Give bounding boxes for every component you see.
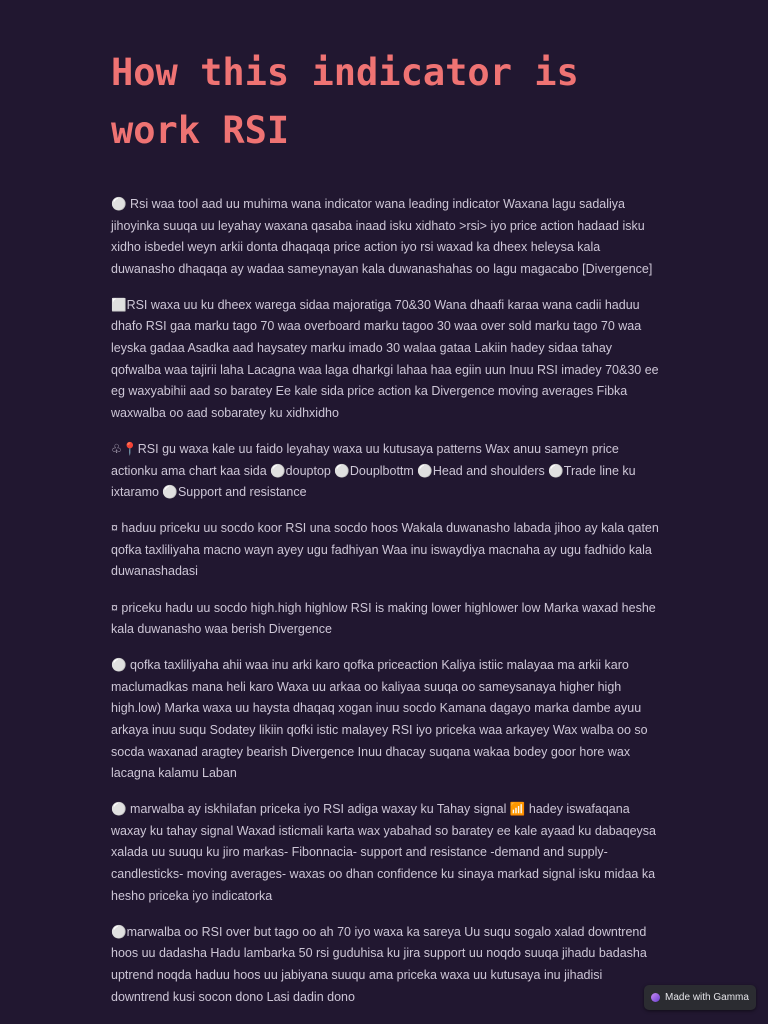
made-with-gamma-badge[interactable] xyxy=(644,985,756,1010)
paragraph-6: ⚪ qofka taxliliyaha ahii waa inu arki karo qofka priceaction Kaliya istiic malayaa ma arkii karo maclumadkas mana heli karo Waxa uu arkaa oo kaliyaa suuqa oo sameysanaya higher high high.low) Marka waxa uu haysta dhaqaq xogan inuu socdo Kamana dagayo marka dambe ayuu arkaya inuu suqu Sodatey likiin qofki istic malayey RSI iyo priceka waa arkayey Wax walba oo so socda waxanad aragtey bearish Divergence Inuu dhacay suqana wakaa bodey goor hore wax lacagna kalamu Laban xyxy=(111,658,648,781)
paragraph-8: ⚪marwalba oo RSI over but tago oo ah 70 iyo waxa ka sareya Uu suqu sogalo xalad downtrend hoos uu dadasha Hadu lambarka 50 rsi guduhisa ku jira support uu noqdo suuqa jihadu badasha uptrend noqda haduu hoos uu jabiyana suuqu ama priceka waxa uu kutusaya inu jihadisi downtrend kusi socon dono Lasi dadin dono xyxy=(111,924,647,1004)
paragraph-5: ¤ priceku hadu uu socdo high.high highlow RSI is making lower highlower low Marka waxad heshe kala duwanasho waa berish Divergence xyxy=(111,600,656,637)
paragraph-4: ¤ haduu priceku uu socdo koor RSI una socdo hoos Wakala duwanasho labada jihoo ay kala qaten qofka taxliliyaha macno wayn ayey ugu fadhiyan Waa inu iswaydiya macnaha ay ugu fadhido kala duwanashadasi xyxy=(111,521,659,579)
paragraph-list xyxy=(111,194,661,1008)
badge-label: Made with Gamma xyxy=(665,992,749,1003)
gamma-logo-icon xyxy=(651,993,660,1002)
paragraph-1: ⚪ Rsi waa tool aad uu muhima wana indicator wana leading indicator Waxana lagu sadaliya jihoyinka suuqa uu leyahay waxana qasaba inaad isku xidhato >rsi> iyo price action hadaad isku xidho isbedel weyn arkii donta dhaqaqa price action iyo rsi waxad ka dheex heleysa kala duwanasho dhaqaqa ay wadaa sameynayan kala duwanashahas oo lagu magacabo [Divergence] xyxy=(111,197,653,276)
paragraph-3: ♧📍RSI gu waxa kale uu faido leyahay waxa uu kutusaya patterns Wax anuu sameyn price actionku ama chart kaa sida ⚪douptop ⚪Douplbottm ⚪Head and shoulders ⚪Trade line ku ixtaramo ⚪Support and resistance xyxy=(111,441,636,500)
paragraph-7: ⚪ marwalba ay iskhilafan priceka iyo RSI adiga waxay ku Tahay signal 📶 hadey iswafaqana waxay ku tahay signal Waxad isticmali karta wax yabahad so baratey ee kale ayaad ku dabaqeysa xalada uu suuqu ku jiro markas- Fibonnacia- support and resistance -demand and supply- candlesticks- moving averages- waxas oo dhan confidence ku sinaya markad signal isku midaa ka hesho priceka iyo indicatorka xyxy=(111,802,656,903)
paragraph-2: ⬜RSI waxa uu ku dheex warega sidaa majoratiga 70&30 Wana dhaafi karaa wana cadii haduu dhafo RSI gaa marku tago 70 waa overboard marku tagoo 30 waa over sold marku tago 70 waa leyska gadaa Asadka aad haysatey marku imado 30 walaa gataa Lakiin hadey sidaa tahay qofwalba waa tajirii laha Lacagna waa laga dharkgi lahaa haa egiin uun Inuu RSI imadey 70&30 ee eg waxyabihii aad so baratey Ee kale sida price action ka Divergence moving averages Fibka waxwalba oo aad sobaratey ku xidhxidho xyxy=(111,297,659,420)
page-title: How this indicator is work RSI xyxy=(111,51,579,152)
document-card xyxy=(111,44,661,1023)
